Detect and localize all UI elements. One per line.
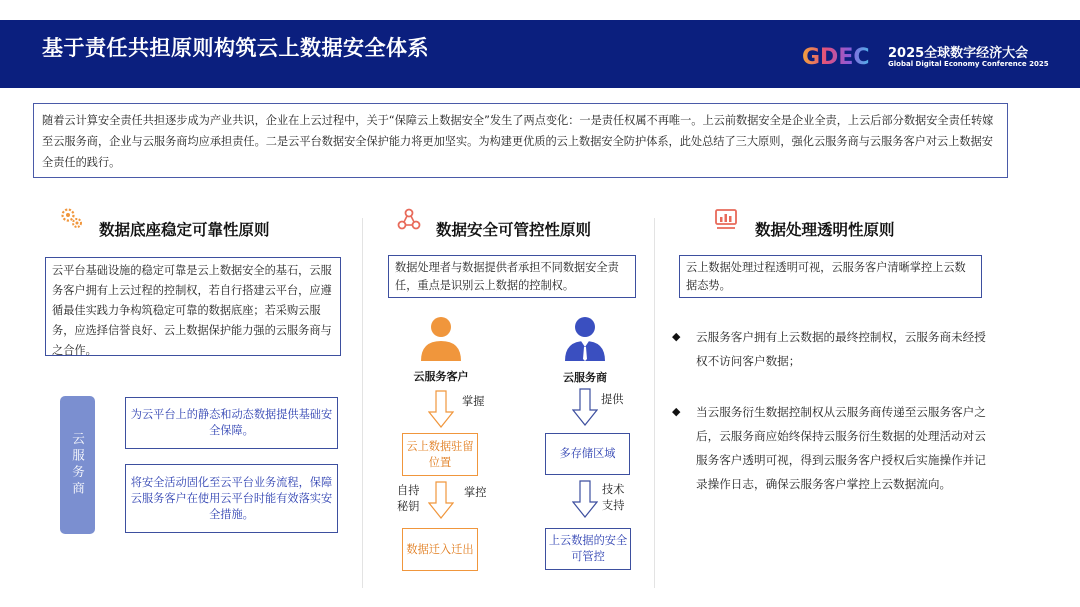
bullet-diamond-icon: ◆ (672, 330, 681, 343)
customer-label: 云服务客户 (413, 370, 469, 383)
principle-1-title: 数据底座稳定可靠性原则 (99, 221, 270, 239)
conference-name: 2025全球数字经济大会 (888, 46, 1029, 61)
page-title: 基于责任共担原则构筑云上数据安全体系 (42, 36, 429, 60)
conference-name-en: Global Digital Economy Conference 2025 (888, 60, 1049, 68)
data-migration-box: 数据迁入迁出 (402, 528, 478, 571)
grasp-label: 掌握 (462, 395, 485, 408)
column-divider (654, 218, 655, 588)
gdec-logo (800, 42, 880, 70)
principle-1-description: 云平台基础设施的稳定可靠是云上数据安全的基石，云服务客户拥有上云过程的控制权，若自行搭建云平台，应遵循最佳实践力争构筑稳定可靠的数据底座；若采购云服务，应选择信誉良好、云上数据保护能力强的云服务商与之合作。 (45, 257, 341, 356)
controllable-security-box: 上云数据的安全可管控 (545, 528, 631, 570)
hold-key-label: 自持秘钥 (397, 484, 420, 513)
column-divider (362, 218, 363, 588)
customer-person-icon (418, 315, 464, 363)
down-arrow-icon (572, 480, 598, 518)
provider-duty-box: 将安全活动固化至云平台业务流程，保障云服务客户在使用云平台时能有效落实安全措施。 (125, 464, 338, 533)
provider-person-icon (562, 315, 608, 363)
monitor-chart-icon (714, 207, 738, 231)
bullet-diamond-icon: ◆ (672, 405, 681, 418)
network-icon (395, 205, 423, 233)
tech-support-label: 技术支持 (602, 483, 625, 512)
intro-paragraph: 随着云计算安全责任共担逐步成为产业共识，企业在上云过程中，关于“保障云上数据安全”发生了两点变化：一是责任权属不再唯一。上云前数据安全是企业全责，上云后部分数据安全责任转嫁至云服务商，企业与云服务商均应承担责任。二是云平台数据安全保护能力将更加坚实。为构建更优质的云上数据安全防护体系，此处总结了三大原则，强化云服务商与云服务客户对云上数据安全责任的践行。 (33, 103, 1008, 178)
down-arrow-icon (428, 481, 454, 519)
provider-side-label: 云服务商 (60, 396, 95, 534)
provider-label: 云服务商 (563, 371, 607, 384)
provide-label: 提供 (601, 393, 624, 406)
svg-text:GDEC: GDEC (802, 45, 870, 70)
principle-2-description: 数据处理者与数据提供者承担不同数据安全责任，重点是识别云上数据的控制权。 (388, 255, 636, 298)
principle-2-title: 数据安全可管控性原则 (436, 221, 592, 239)
principle-1-heading (58, 205, 84, 231)
principle-3-description: 云上数据处理过程透明可视，云服务客户清晰掌控上云数据态势。 (679, 255, 982, 298)
provider-duty-box: 为云平台上的静态和动态数据提供基础安全保障。 (125, 397, 338, 449)
bullet-item: ◆ 当云服务衍生数据控制权从云服务商传递至云服务客户之后，云服务商应始终保持云服务衍生数据的处理活动对云服务客户透明可视，得到云服务客户授权后实施操作并记录操作日志，确保云服务客户掌控上云数据流向。 (672, 400, 992, 496)
control-label: 掌控 (464, 486, 487, 499)
bullet-item: ◆ 云服务客户拥有上云数据的最终控制权，云服务商未经授权不访问客户数据； (672, 325, 992, 373)
gears-icon (58, 205, 84, 231)
data-residency-box: 云上数据驻留位置 (402, 433, 478, 476)
down-arrow-icon (572, 388, 598, 426)
multi-region-box: 多存储区域 (545, 433, 630, 475)
down-arrow-icon (428, 390, 454, 428)
principle-3-title: 数据处理透明性原则 (755, 221, 895, 239)
